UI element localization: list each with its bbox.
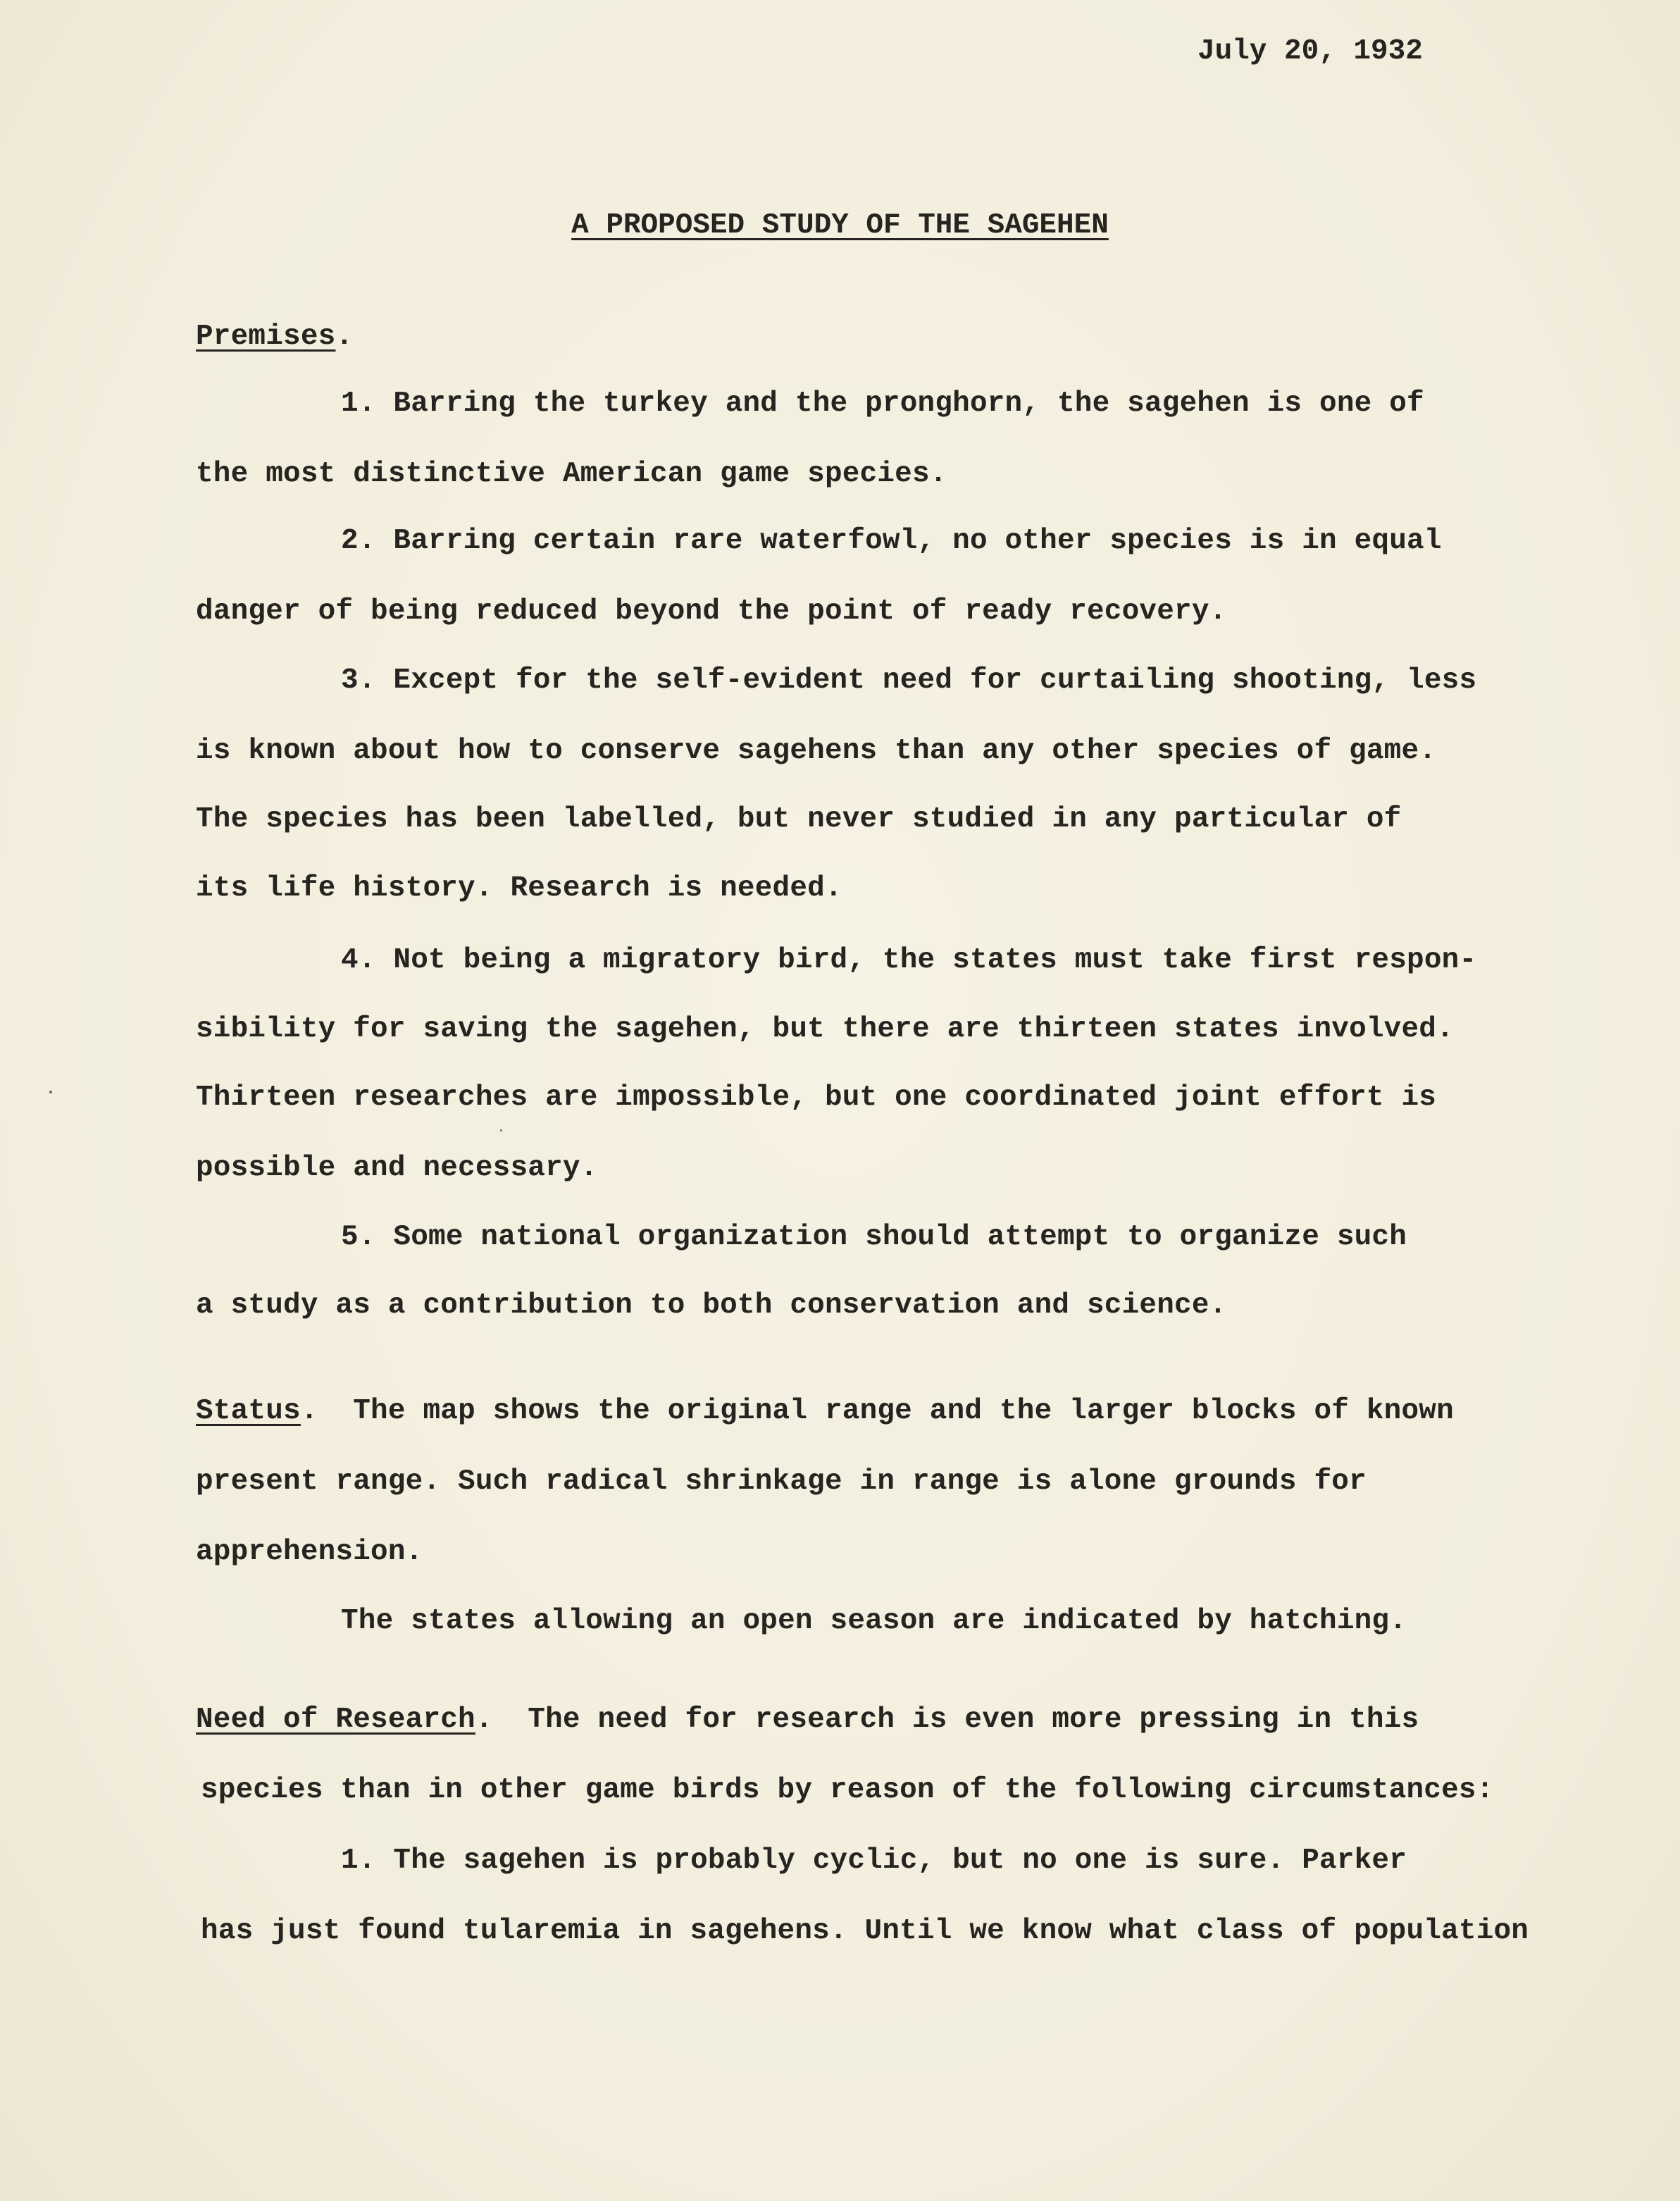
need-item-1-line-2: has just found tularemia in sagehens. Until we know what class of population bbox=[201, 1915, 1529, 1947]
premise-2-line-2: danger of being reduced beyond the point of ready recovery. bbox=[196, 595, 1227, 628]
premise-1-line-1: 1. Barring the turkey and the pronghorn, the sagehen is one of bbox=[341, 388, 1424, 420]
status-line-2: present range. Such radical shrinkage in range is alone grounds for bbox=[196, 1465, 1367, 1498]
premises-heading: Premises bbox=[196, 321, 336, 353]
premise-5-line-2: a study as a contribution to both conservation and science. bbox=[196, 1289, 1227, 1322]
premise-4-line-1: 4. Not being a migratory bird, the states must take first respon- bbox=[341, 944, 1477, 976]
premise-3-line-1: 3. Except for the self-evident need for curtailing shooting, less bbox=[341, 664, 1477, 697]
status-text-1: The map shows the original range and the larger blocks of known bbox=[318, 1395, 1454, 1427]
premise-3-line-2: is known about how to conserve sagehens than any other species of game. bbox=[196, 735, 1437, 767]
letter-date: July 20, 1932 bbox=[1197, 35, 1423, 68]
premises-heading-line bbox=[196, 321, 353, 353]
premise-4-line-4: possible and necessary. bbox=[196, 1152, 598, 1184]
paper-speck bbox=[49, 1091, 52, 1093]
status-line-1 bbox=[196, 1395, 1454, 1427]
premise-1-line-2: the most distinctive American game species. bbox=[196, 458, 947, 490]
status-heading: Status bbox=[196, 1395, 301, 1427]
document-title bbox=[0, 209, 1680, 242]
need-heading-punct: . bbox=[475, 1704, 493, 1736]
document-title-text: A PROPOSED STUDY OF THE SAGEHEN bbox=[571, 209, 1109, 242]
premises-heading-punct: . bbox=[335, 321, 354, 353]
status-line-4: The states allowing an open season are indicated by hatching. bbox=[341, 1605, 1407, 1637]
premise-3-line-4: its life history. Research is needed. bbox=[196, 872, 842, 905]
premise-5-line-1: 5. Some national organization should attempt to organize such bbox=[341, 1221, 1407, 1253]
premise-2-line-1: 2. Barring certain rare waterfowl, no other species is in equal bbox=[341, 525, 1442, 557]
paper-speck bbox=[500, 1129, 502, 1132]
need-line-2: species than in other game birds by reason of the following circumstances: bbox=[201, 1774, 1494, 1806]
need-text-1: The need for research is even more pressing in this bbox=[492, 1704, 1419, 1736]
premise-3-line-3: The species has been labelled, but never studied in any particular of bbox=[196, 803, 1402, 836]
premise-4-line-3: Thirteen researches are impossible, but one coordinated joint effort is bbox=[196, 1081, 1437, 1114]
status-heading-punct: . bbox=[300, 1395, 318, 1427]
premise-4-line-2: sibility for saving the sagehen, but there are thirteen states involved. bbox=[196, 1013, 1454, 1046]
need-line-1 bbox=[196, 1704, 1419, 1736]
need-heading: Need of Research bbox=[196, 1704, 475, 1736]
status-line-3: apprehension. bbox=[196, 1536, 423, 1568]
need-item-1-line-1: 1. The sagehen is probably cyclic, but no one is sure. Parker bbox=[341, 1844, 1407, 1877]
